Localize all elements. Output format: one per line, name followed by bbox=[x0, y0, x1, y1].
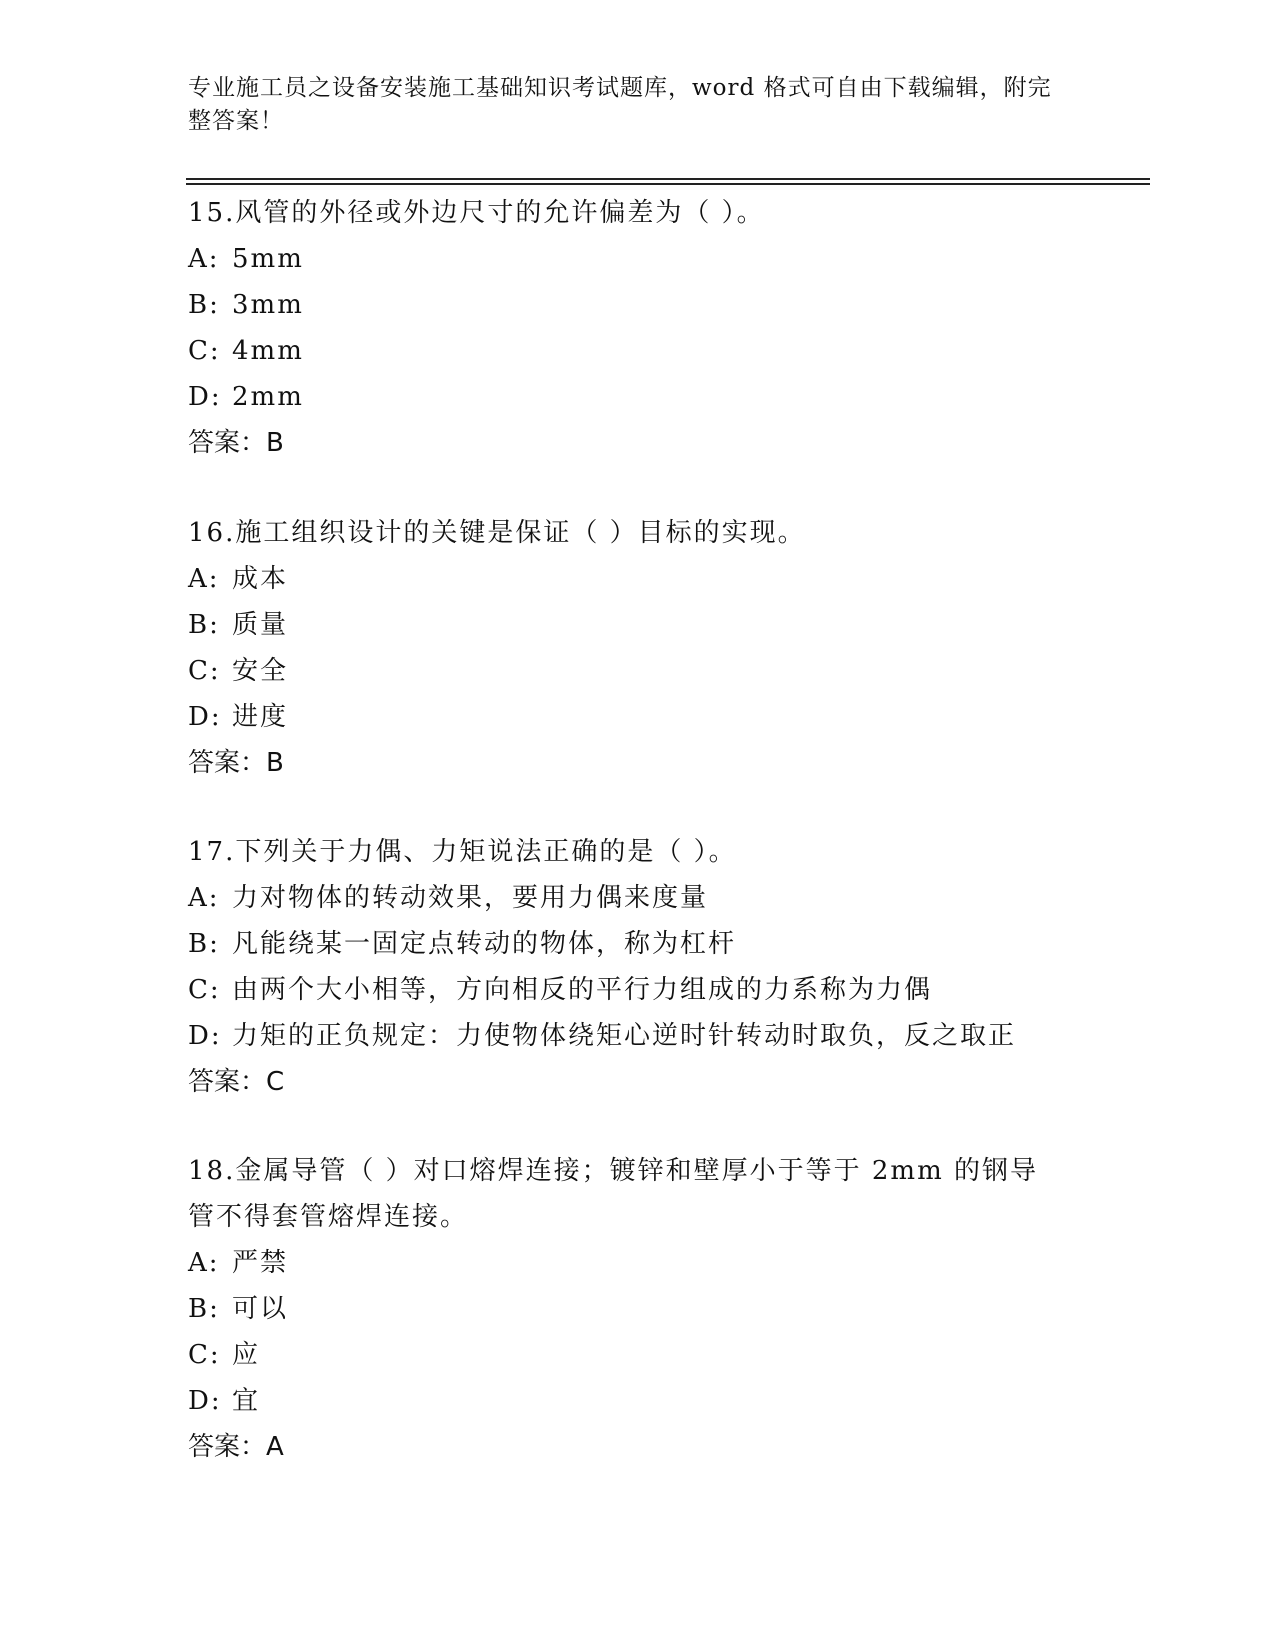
option-d bbox=[188, 374, 1088, 420]
option-label: A: bbox=[188, 1248, 220, 1278]
option-text: 宜 bbox=[232, 1386, 261, 1416]
option-b bbox=[188, 921, 1088, 967]
option-text: 可以 bbox=[232, 1294, 289, 1324]
option-label: D: bbox=[188, 1386, 222, 1416]
option-text: 质量 bbox=[232, 610, 289, 640]
option-text: 力矩的正负规定：力使物体绕矩心逆时针转动时取负，反之取正 bbox=[232, 1021, 1017, 1051]
option-c bbox=[188, 1332, 1088, 1378]
option-c bbox=[188, 648, 1088, 694]
option-label: B: bbox=[188, 1294, 220, 1324]
option-text: 4mm bbox=[232, 336, 304, 366]
option-a bbox=[188, 236, 1088, 282]
option-text: 应 bbox=[232, 1340, 261, 1370]
option-text: 3mm bbox=[232, 290, 304, 320]
question-16 bbox=[188, 510, 1088, 786]
option-text: 严禁 bbox=[232, 1248, 289, 1278]
question-stem: 18.金属导管（ ）对口熔焊连接；镀锌和壁厚小于等于 2mm 的钢导管不得套管熔焊连接。 bbox=[188, 1156, 1038, 1232]
option-text: 2mm bbox=[232, 382, 304, 412]
option-label: D: bbox=[188, 382, 222, 412]
option-text: 进度 bbox=[232, 702, 289, 732]
option-b bbox=[188, 1286, 1088, 1332]
answer-line: 答案：B bbox=[188, 748, 284, 778]
document-header: 专业施工员之设备安装施工基础知识考试题库，word 格式可自由下载编辑，附完整答案！ bbox=[188, 75, 1052, 134]
option-text: 安全 bbox=[232, 656, 289, 686]
option-label: C: bbox=[188, 1340, 221, 1370]
option-label: B: bbox=[188, 929, 220, 959]
option-a bbox=[188, 1240, 1088, 1286]
option-label: D: bbox=[188, 1021, 222, 1051]
option-label: A: bbox=[188, 244, 220, 274]
option-a bbox=[188, 875, 1088, 921]
answer-line: 答案：B bbox=[188, 428, 284, 458]
option-label: B: bbox=[188, 610, 220, 640]
question-stem: 17.下列关于力偶、力矩说法正确的是（ ）。 bbox=[188, 837, 737, 867]
option-d bbox=[188, 694, 1088, 740]
option-d bbox=[188, 1378, 1088, 1424]
option-text: 成本 bbox=[232, 564, 289, 594]
option-label: C: bbox=[188, 975, 221, 1005]
answer-line: 答案：A bbox=[188, 1432, 284, 1462]
header-divider-bottom bbox=[186, 183, 1150, 185]
option-label: D: bbox=[188, 702, 222, 732]
option-d bbox=[188, 1013, 1088, 1059]
option-text: 由两个大小相等，方向相反的平行力组成的力系称为力偶 bbox=[232, 975, 933, 1005]
option-text: 力对物体的转动效果，要用力偶来度量 bbox=[232, 883, 709, 913]
option-label: A: bbox=[188, 883, 220, 913]
option-b bbox=[188, 282, 1088, 328]
option-c bbox=[188, 967, 1088, 1013]
option-text: 5mm bbox=[232, 244, 304, 274]
option-b bbox=[188, 602, 1088, 648]
question-stem: 15.风管的外径或外边尺寸的允许偏差为（ ）。 bbox=[188, 198, 765, 228]
question-17 bbox=[188, 829, 1088, 1105]
answer-line: 答案：C bbox=[188, 1067, 285, 1097]
header-divider-top bbox=[186, 178, 1150, 180]
question-15 bbox=[188, 190, 1088, 466]
option-text: 凡能绕某一固定点转动的物体，称为杠杆 bbox=[232, 929, 737, 959]
option-label: C: bbox=[188, 336, 221, 366]
option-label: B: bbox=[188, 290, 220, 320]
option-label: C: bbox=[188, 656, 221, 686]
option-c bbox=[188, 328, 1088, 374]
option-label: A: bbox=[188, 564, 220, 594]
question-stem: 16.施工组织设计的关键是保证（ ）目标的实现。 bbox=[188, 518, 806, 548]
option-a bbox=[188, 556, 1088, 602]
question-18 bbox=[188, 1148, 1088, 1470]
